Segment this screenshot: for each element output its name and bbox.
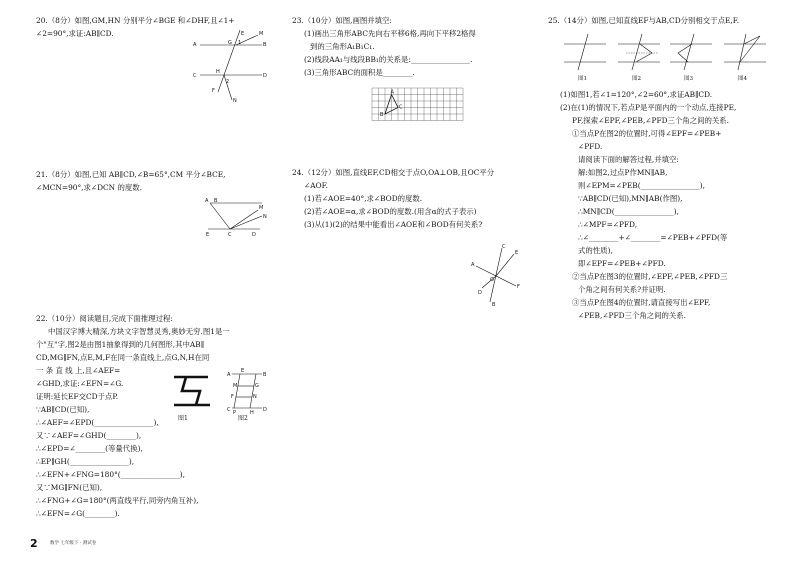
q22-fig2-figure <box>226 370 270 414</box>
q23-line-5: (3)三角形ABC的面积是________. <box>304 68 415 77</box>
q25-caption-2: 图2 <box>632 76 641 82</box>
q22-fig2-label-M: M <box>233 383 238 389</box>
q24-label-C: C <box>502 244 506 250</box>
q20-label-M: M <box>259 31 264 37</box>
q22-line-13: ∴∠EFN+∠FNG=180°(________________), <box>36 470 186 479</box>
q20-label-H: H <box>216 69 220 75</box>
q24-label-B: B <box>492 302 496 308</box>
q25-line-9: 则∠EPM=∠PEB(________________), <box>578 181 705 190</box>
q20-label-E: E <box>241 31 245 37</box>
question-25-header <box>548 14 739 27</box>
q22-line-3: 个"互"字,图2是由图1抽象得到的几何图形,其中AB∥ <box>36 340 205 349</box>
q25-caption-3: 图3 <box>684 76 693 82</box>
q23-label-C: C <box>399 104 403 111</box>
q20-label-2: 2 <box>226 79 230 85</box>
q23-label-B: B <box>380 112 384 118</box>
q21-label-M: M <box>259 205 264 211</box>
q20-label-C: C <box>193 73 197 79</box>
q22-fig1-hu-character <box>172 374 212 414</box>
q22-line-8: ∵AB∥CD(已知), <box>36 405 90 414</box>
q22-line-6: ∠GHD,求证:∠EFN=∠G. <box>36 379 124 388</box>
q22-line-16: ∴∠EFN=∠G(________). <box>36 509 120 518</box>
q25-line-4: PF,探索∠EPF,∠PEB,∠PFD三个角之间的关系. <box>572 116 729 125</box>
q25-line-10: ∵AB∥CD(已知),MN∥AB(作图), <box>578 194 683 203</box>
q20-label-G: G <box>228 40 232 46</box>
q22-line-9: ∴∠AEF=∠EPD(________________), <box>36 418 159 427</box>
q21-line-1: 21.（8分）如图,已知 AB∥CD,∠B=65°,CM 平分∠BCE, <box>36 170 226 179</box>
q21-label-B: B <box>214 198 218 204</box>
q20-line-2: ∠2=90°,求证:AB∥CD. <box>36 29 114 38</box>
q22-fig1-caption: 图1 <box>178 415 188 422</box>
q25-line-7: 请阅读下面的解答过程,并填空: <box>578 155 679 164</box>
q22-line-12: ∴EP∥GH(________________), <box>36 457 135 466</box>
q25-line-3: (2)在(1)的情况下,若点P是平面内的一个动点,连接PE, <box>560 103 737 112</box>
q23-line-4: (2)线段AA₁与线段BB₁的关系是:________________. <box>304 55 473 64</box>
q23-line-3: 到的三角形A₁B₁C₁. <box>310 42 375 51</box>
q21-label-N: N <box>263 214 267 220</box>
question-25-body <box>560 88 736 322</box>
q21-label-D: D <box>252 232 256 238</box>
q22-fig2-label-B: B <box>263 372 267 378</box>
q20-label-A: A <box>193 42 197 48</box>
q23-line-2: (1)画出三角形ABC先向右平移6格,再向下平移2格得 <box>304 29 476 38</box>
q25-line-1: 25.（14分）如图,已知直线EF与AB,CD分别相交于点E,F. <box>548 16 740 25</box>
q21-label-A: A <box>205 198 209 204</box>
q25-line-15: 即∠EPF=∠PEB+∠PFD. <box>578 259 666 268</box>
q24-label-A: A <box>471 262 475 268</box>
q22-fig2-label-P: P <box>233 410 237 416</box>
question-21 <box>36 168 226 194</box>
q25-figures <box>562 32 772 82</box>
q21-line-2: ∠MCN=90°,求∠DCN 的度数. <box>36 183 143 192</box>
q22-line-1: 22.（10分）阅读题目,完成下面推理过程: <box>36 314 173 323</box>
q24-label-D: D <box>478 290 482 296</box>
q22-line-11: ∴∠EPD=∠________(等量代换), <box>36 444 143 453</box>
q24-line-5: (3)从(1)(2)的结果中能看出∠AOE和∠BOD有何关系? <box>304 220 483 229</box>
q24-figure <box>468 246 528 306</box>
q24-label-E: E <box>515 250 519 256</box>
question-23 <box>292 14 476 79</box>
q22-fig2-label-G: G <box>255 383 259 389</box>
question-24 <box>292 166 494 231</box>
q25-line-2: (1)如图1,若∠1=120°,∠2=60°,求证AB∥CD. <box>560 90 713 99</box>
q23-line-1: 23.（10分）如图,画图并填空: <box>292 16 392 25</box>
q22-line-14: 又∵MG∥FN(已知), <box>36 483 103 492</box>
q25-line-5: ①当点P在图2的位置时,可得∠EPF=∠PEB+ <box>572 129 722 138</box>
q24-line-1: 24.（12分）如图,直线EF,CD相交于点O,OA⊥OB,且OC平分 <box>292 168 495 177</box>
q22-fig2-label-E: E <box>241 368 245 374</box>
question-22 <box>36 312 230 520</box>
q20-label-B: B <box>263 42 267 48</box>
q25-caption-4: 图4 <box>738 76 747 82</box>
q24-line-2: ∠AOF. <box>304 181 328 190</box>
q24-label-O: O <box>490 277 494 283</box>
q21-label-C: C <box>228 232 232 238</box>
q20-figure <box>190 30 270 105</box>
q25-line-16: ②当点P在图3的位置时,∠EPF,∠PEB,∠PFD三 <box>572 272 728 281</box>
q21-label-E: E <box>206 232 210 238</box>
q22-fig2-label-N: N <box>253 394 257 400</box>
q24-line-4: (2)若∠AOE=α,求∠BOD的度数.(用含α的式子表示) <box>304 207 477 216</box>
q22-line-2: 中国汉字博大精深,方块文字智慧灵秀,奥妙无穷.图1是一 <box>48 327 230 336</box>
q22-line-7: 证明:延长EF交CD于点P. <box>36 392 119 401</box>
q25-caption-1: 图1 <box>578 76 587 82</box>
q25-line-11: ∴MN∥CD(________________), <box>578 207 679 216</box>
q23-label-A: A <box>390 89 394 96</box>
q25-line-6: ∠PFD. <box>578 142 603 151</box>
q25-line-18: ③当点P在图4的位置时,请直接写出∠EPF, <box>572 298 711 307</box>
q25-line-13: ∴∠________+∠________=∠PEB+∠PFD(等 <box>578 233 728 242</box>
q22-line-10: 又∵∠AEF=∠GHD(________), <box>36 431 142 440</box>
q22-line-5: 一 条 直 线 上,且∠AEF= <box>36 366 121 375</box>
q22-fig2-caption: 图2 <box>238 415 248 422</box>
q20-label-D: D <box>263 73 267 79</box>
q22-fig2-label-H: H <box>250 410 254 416</box>
q24-line-3: (1)若∠AOE=40°,求∠BOD的度数. <box>304 194 423 203</box>
q22-line-4: CD,MG∥FN,点E,M,F在同一条直线上,点G,N,H在同 <box>36 353 210 362</box>
q25-line-8: 解:如图2,过点P作MN∥AB, <box>578 168 668 177</box>
q22-fig2-label-A: A <box>227 372 231 378</box>
page-number: 2 <box>30 537 38 550</box>
q25-line-12: ∴∠MPF=∠PFD, <box>578 220 638 229</box>
q22-fig2-label-F: F <box>231 394 234 400</box>
q23-grid-figure <box>372 88 472 128</box>
q22-fig2-label-D: D <box>263 407 267 413</box>
q20-line-1: 20.（8分）如图,GM,HN 分别平分∠BGE 和∠DHF,且∠1+ <box>36 16 235 25</box>
q21-figure <box>200 196 270 241</box>
page-footer: 数学 七年级下 · 测试卷 <box>50 541 97 546</box>
q25-line-17: 个角之间有何关系?并证明. <box>578 285 666 294</box>
q24-label-F: F <box>517 284 520 290</box>
q20-label-N: N <box>233 98 237 104</box>
q25-line-19: ∠PEB,∠PFD三个角之间的关系. <box>578 311 687 320</box>
q22-line-15: ∴∠FNG+∠G=180°(两直线平行,同旁内角互补), <box>36 496 199 505</box>
q20-label-F: F <box>212 88 215 94</box>
q20-label-1: 1 <box>238 40 242 46</box>
q25-line-14: 式的性质), <box>578 246 613 255</box>
q22-fig2-label-C: C <box>227 407 231 413</box>
